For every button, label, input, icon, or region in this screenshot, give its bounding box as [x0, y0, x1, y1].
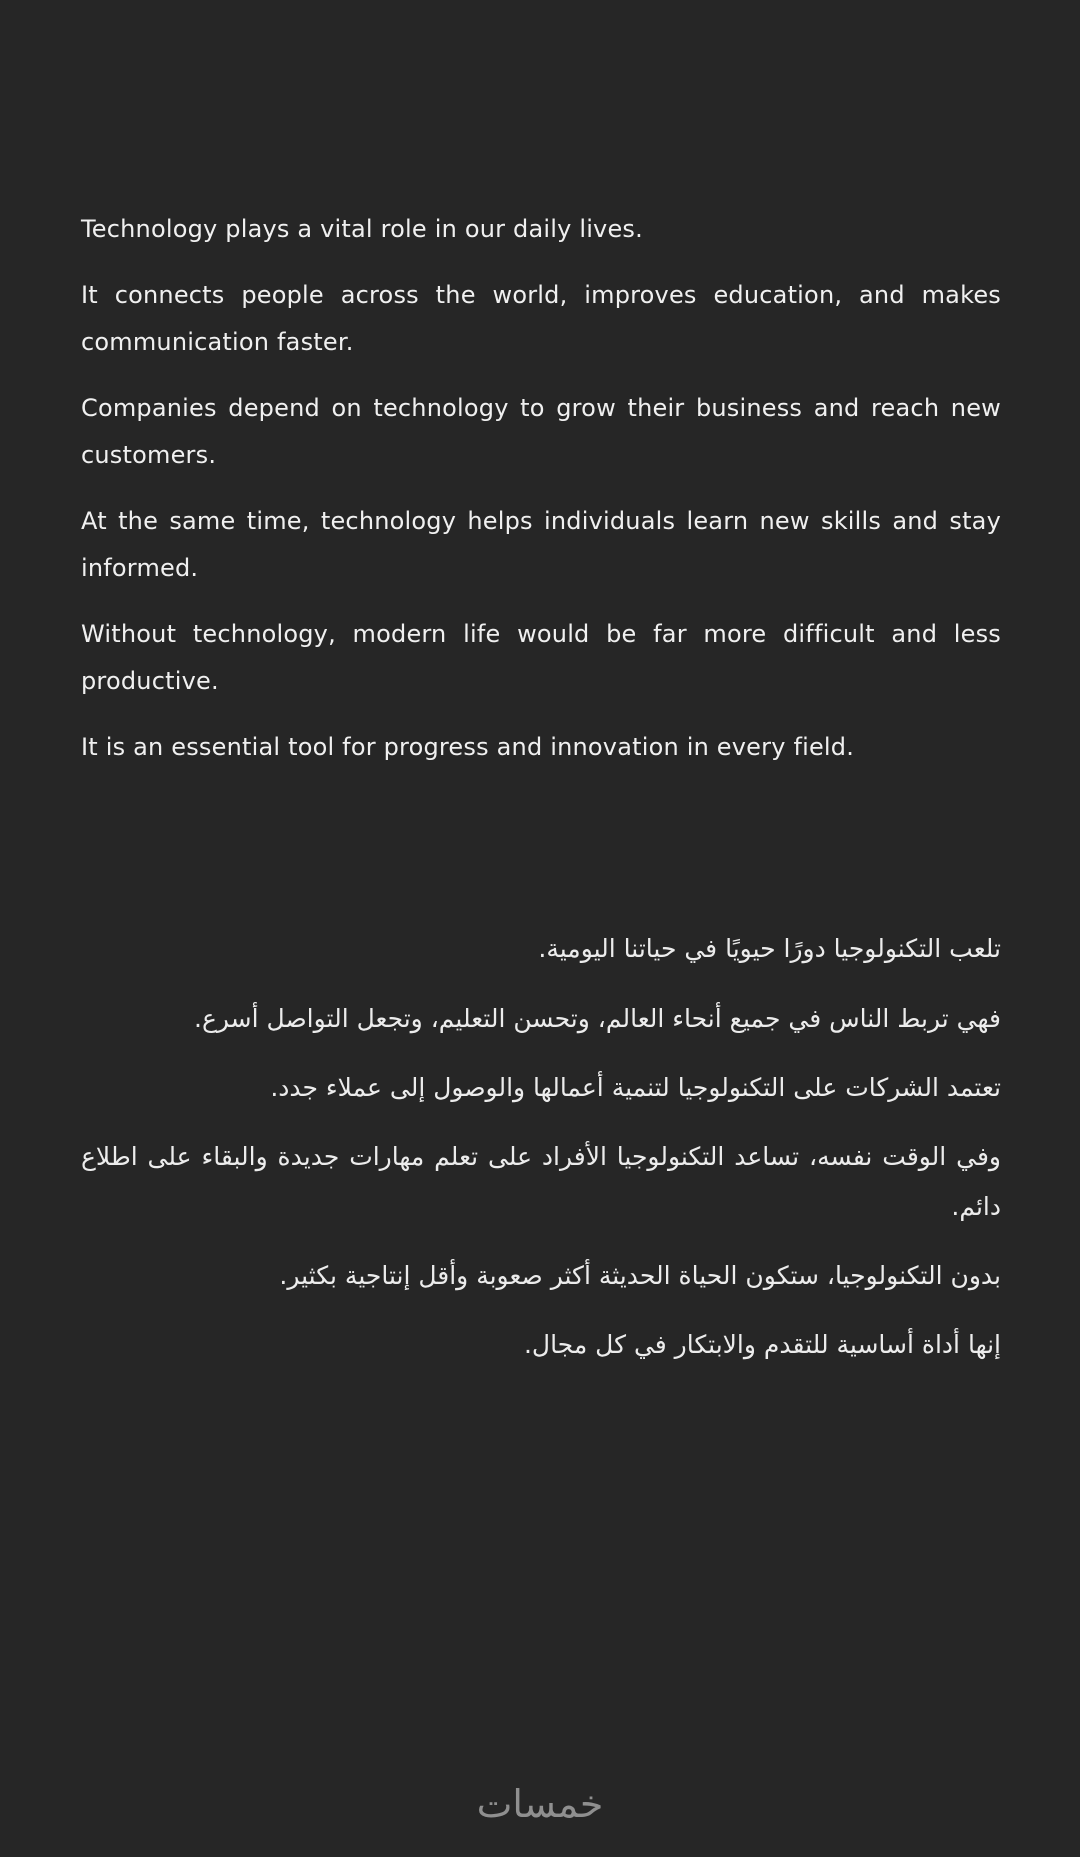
english-text-block	[81, 206, 1001, 790]
arabic-paragraph-5: بدون التكنولوجيا، ستكون الحياة الحديثة أكثر صعوبة وأقل إنتاجية بكثير.	[279, 1261, 1001, 1290]
arabic-paragraph-1: تلعب التكنولوجيا دورًا حيويًا في حياتنا اليومية.	[538, 934, 1001, 963]
khamsat-logo: خمسات	[476, 1782, 604, 1826]
arabic-paragraph-6: إنها أداة أساسية للتقدم والابتكار في كل مجال.	[523, 1330, 1001, 1359]
english-paragraph-2: It connects people across the world, improves education, and makes communication faster.	[81, 281, 1001, 356]
arabic-paragraph-2: فهي تربط الناس في جميع أنحاء العالم، وتحسن التعليم، وتجعل التواصل أسرع.	[194, 1004, 1001, 1033]
english-paragraph-4: At the same time, technology helps individuals learn new skills and stay informed.	[81, 507, 1001, 582]
arabic-paragraph-3: تعتمد الشركات على التكنولوجيا لتنمية أعمالها والوصول إلى عملاء جدد.	[270, 1073, 1001, 1102]
english-paragraph-3: Companies depend on technology to grow their business and reach new customers.	[81, 394, 1001, 469]
english-paragraph-1: Technology plays a vital role in our daily lives.	[81, 215, 643, 243]
english-paragraph-5: Without technology, modern life would be far more difficult and less productive.	[81, 620, 1001, 695]
arabic-text-block	[81, 924, 1001, 1389]
arabic-paragraph-4: وفي الوقت نفسه، تساعد التكنولوجيا الأفراد على تعلم مهارات جديدة والبقاء على اطلاع دائم.	[81, 1142, 1001, 1221]
english-paragraph-6: It is an essential tool for progress and innovation in every field.	[81, 733, 855, 761]
